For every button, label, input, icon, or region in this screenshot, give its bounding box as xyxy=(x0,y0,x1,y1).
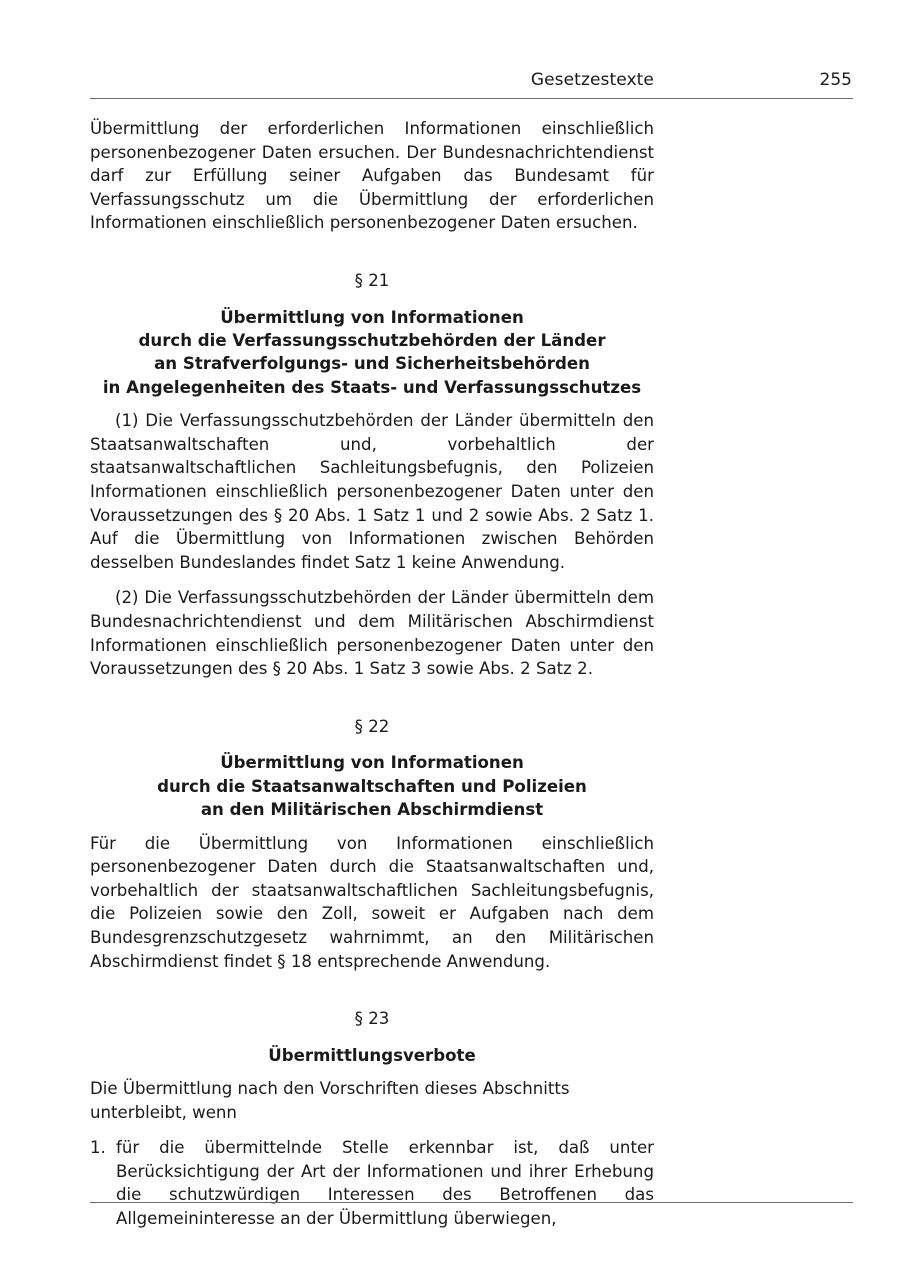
list-item xyxy=(90,1136,654,1230)
section-22-title-line: durch die Staatsanwaltschaften und Polizeien xyxy=(157,776,587,796)
section-21-paragraph-2: (2) Die Verfassungsschutzbehörden der Länder übermitteln dem Bundesnachrichtendienst und dem Militärischen Abschirmdienst Informationen einschließlich personenbezogener Daten unter den Voraussetzungen des § 20 Abs. 1 Satz 3 sowie Abs. 2 Satz 2. xyxy=(90,588,654,679)
list-item-text: für die übermittelnde Stelle erkennbar ist, daß unter Berücksichtigung der Art der Informationen und ihrer Erhebung die schutzwürdigen Interessen des Betroffenen das Allgemeininteresse an der Übermittlung überwiegen, xyxy=(116,1138,654,1229)
section-22-paragraph: Für die Übermittlung von Informationen einschließlich personenbezogener Daten durch die Staatsanwaltschaften und, vorbehaltlich der staatsanwaltschaftlichen Sachleitungsbefugnis, die Polizeien sowie den Zoll, soweit er Aufgaben nach dem Bundesgrenzschutzgesetz wahrnimmt, an den Militärischen Abschirmdienst findet § 18 entsprechende Anwendung. xyxy=(90,833,654,971)
header-rule xyxy=(90,98,853,99)
section-22-number: § 22 xyxy=(354,716,390,736)
list-item-marker: 1. xyxy=(90,1138,106,1158)
section-21-title-line: an Strafverfolgungs- und Sicherheitsbehörden xyxy=(154,354,590,374)
section-22-title xyxy=(90,751,654,821)
section-21-title-line: Übermittlung von Informationen xyxy=(220,307,524,327)
section-21-title-line: in Angelegenheiten des Staats- und Verfassungsschutzes xyxy=(102,377,642,397)
page-header xyxy=(90,70,852,94)
section-23-title: Übermittlungsverbote xyxy=(268,1045,476,1065)
section-23-list xyxy=(90,1136,654,1230)
intro-paragraph: Übermittlung der erforderlichen Informationen einschließlich personenbezogener Daten ersuchen. Der Bundesnachrichtendienst darf zur Erfüllung seiner Aufgaben das Bundesamt für Verfassungsschutz um die Übermittlung der erforderlichen Informationen einschließlich personenbezogener Daten ersuchen. xyxy=(90,119,654,233)
section-23-number: § 23 xyxy=(354,1009,390,1029)
section-21-paragraph-1: (1) Die Verfassungsschutzbehörden der Länder übermitteln den Staatsanwaltschaften und, vorbehaltlich der staatsanwaltschaftlichen Sachleitungsbefugnis, den Polizeien Informationen einschließlich personenbezogener Daten unter den Voraussetzungen des § 20 Abs. 1 Satz 1 und 2 sowie Abs. 2 Satz 1. Auf die Übermittlung von Informationen zwischen Behörden desselben Bundeslandes findet Satz 1 keine Anwendung. xyxy=(90,411,654,572)
running-title: Gesetzestexte xyxy=(530,70,654,90)
body-text xyxy=(90,117,654,1231)
section-22-title-line: an den Militärischen Abschirmdienst xyxy=(200,800,544,820)
section-22-title-line: Übermittlung von Informationen xyxy=(220,753,524,773)
page-number: 255 xyxy=(819,70,852,90)
section-21-title-line: durch die Verfassungsschutzbehörden der Länder xyxy=(138,330,606,350)
footer-rule xyxy=(90,1202,853,1203)
section-21-title xyxy=(90,306,654,400)
section-23-intro: Die Übermittlung nach den Vorschriften dieses Abschnitts unterbleibt, wenn xyxy=(90,1079,570,1122)
section-21-number: § 21 xyxy=(354,270,390,290)
